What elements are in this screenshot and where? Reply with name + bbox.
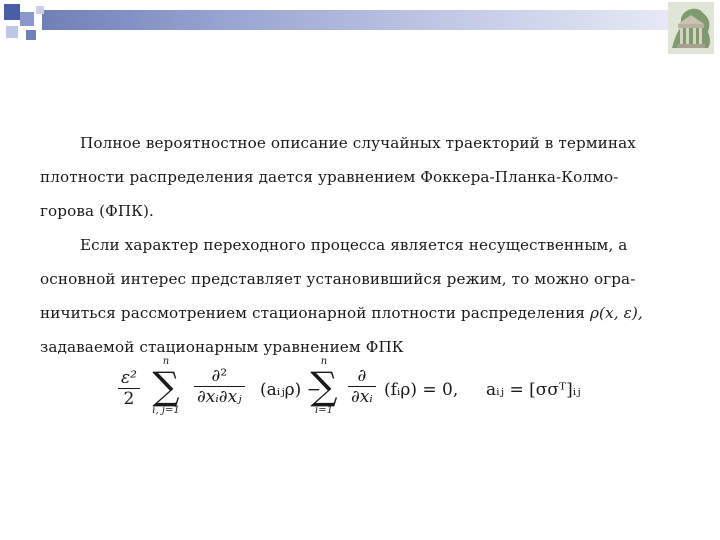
header-gradient-band — [42, 10, 684, 30]
fraction-denominator: 2 — [123, 389, 135, 409]
header-square-decoration — [26, 30, 36, 40]
fraction-numerator: ε² — [118, 368, 140, 389]
sum-lower-limit: i, j=1 — [152, 405, 180, 416]
sum-symbol-i: n ∑ i=1 — [304, 356, 344, 416]
text-line: плотности распределения дается уравнением Фоккера-Планка-Колмо- — [40, 168, 619, 186]
inline-formula-rho: ρ(x, ε), — [590, 304, 643, 322]
header-square-decoration — [4, 4, 20, 20]
sum-lower-limit: i=1 — [315, 405, 333, 416]
text-line: задаваемой стационарным уравнением ФПК — [40, 338, 404, 356]
first-derivative-fraction — [348, 366, 376, 407]
text-line — [40, 296, 680, 330]
drift-diffusion-term: (aᵢⱼρ) − — [260, 380, 321, 400]
sum-upper-limit: n — [320, 356, 328, 367]
fraction-denominator: ∂xᵢ∂xⱼ — [197, 387, 242, 407]
text-line: Если характер переходного процесса является несущественным, а — [80, 236, 628, 254]
paragraph-fpk-description — [40, 126, 680, 228]
header-square-decoration — [20, 12, 34, 26]
sum-symbol-ij: n ∑ i, j=1 — [144, 356, 188, 416]
paragraph-stationary-density — [40, 228, 680, 364]
fraction-denominator: ∂xᵢ — [351, 387, 373, 407]
slide-body — [40, 126, 680, 364]
fraction-numerator: ∂² — [194, 366, 245, 387]
second-derivative-fraction — [194, 366, 245, 407]
diffusion-matrix-definition: aᵢⱼ = [σσᵀ]ᵢⱼ — [486, 380, 581, 400]
text-line: Полное вероятностное описание случайных траекторий в терминах — [80, 134, 636, 152]
fraction-numerator: ∂ — [348, 366, 376, 387]
drift-term-equals-zero: (fᵢρ) = 0, — [384, 380, 459, 400]
sum-upper-limit: n — [162, 356, 170, 367]
text-line: основной интерес представляет установившийся режим, то можно огра- — [40, 270, 636, 288]
building-logo-icon — [668, 2, 714, 54]
epsilon-fraction — [118, 368, 140, 409]
fpk-stationary-equation — [118, 356, 598, 432]
header-square-decoration — [36, 6, 44, 14]
header-square-decoration — [6, 26, 18, 38]
text-line-part: ничиться рассмотрением стационарной плотности распределения — [40, 304, 586, 322]
text-line: горова (ФПК). — [40, 202, 154, 220]
